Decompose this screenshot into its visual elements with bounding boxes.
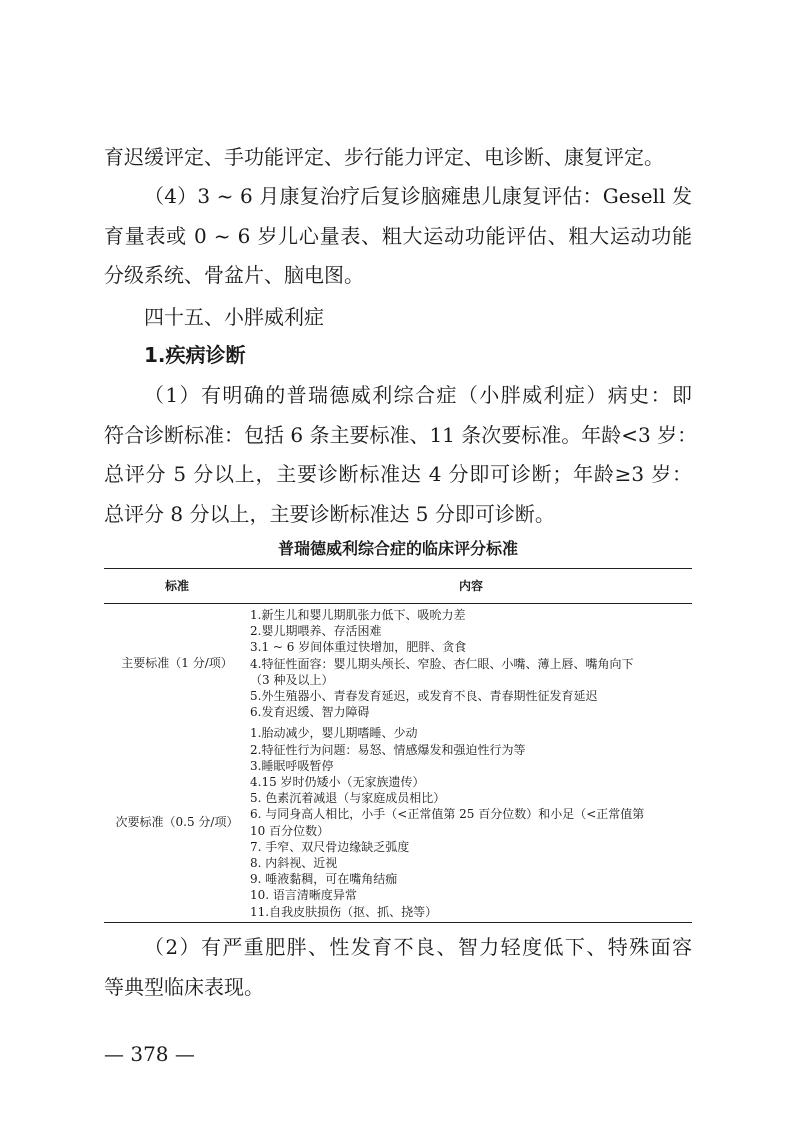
paragraph-clinical-features: [104, 928, 692, 1007]
criteria-item: 11.自我皮肤损伤（抠、抓、挠等）: [250, 904, 438, 919]
text-line: （1）有明确的普瑞德威利综合症（小胖威利症）病史：即: [144, 383, 692, 407]
criteria-item: 10 百分位数）: [250, 823, 330, 838]
criteria-item: 6. 与同身高人相比，小手（<正常值第 25 百分位数）和小足（<正常值第: [250, 807, 645, 822]
paragraph-rehab-assessment: [104, 177, 692, 296]
items-minor: [250, 722, 692, 922]
criteria-item: 8. 内斜视、近视: [250, 856, 338, 871]
text-line: 符合诊断标准：包括 6 条主要标准、11 条次要标准。年龄<3 岁：: [104, 422, 698, 447]
criteria-item: 5. 色素沉着减退（与家庭成员相比）: [250, 791, 446, 806]
criteria-item: 4.15 岁时仍矮小（无家族遗传）: [250, 775, 425, 790]
criteria-item: 1.胎动减少，婴儿期嗜睡、少动: [250, 726, 418, 741]
text-line: 育迟缓评定、手功能评定、步行能力评定、电诊断、康复评定。: [104, 145, 664, 169]
text-line: 总评分 8 分以上，主要诊断标准达 5 分即可诊断。: [104, 501, 555, 526]
table-row-minor: [104, 722, 692, 922]
text-line: 育量表或 0 ~ 6 岁儿心量表、粗大运动功能评估、粗大运动功能: [104, 223, 692, 248]
text-line: （4）3 ~ 6 月康复治疗后复诊脑瘫患儿康复评估：Gesell 发: [144, 184, 692, 208]
header-content: 内容: [250, 569, 692, 604]
table-header-row: [104, 569, 692, 604]
criteria-item: 2.特征性行为问题：易怒、情感爆发和强迫性行为等: [250, 742, 526, 757]
criteria-table: [104, 568, 692, 923]
text-line: 等典型临床表现。: [104, 974, 264, 999]
criteria-item: 2.婴儿期喂养、存活困难: [250, 624, 382, 639]
text-line: 总评分 5 分以上，主要诊断标准达 4 分即可诊断；年龄≥3 岁：: [104, 462, 692, 486]
criteria-item: 6.发育迟缓、智力障碍: [250, 705, 370, 720]
paragraph-diagnosis-criteria: [104, 376, 698, 534]
criteria-item: （3 种及以上）: [250, 672, 334, 687]
criteria-item: 4.特征性面容：婴儿期头颅长、窄脸、杏仁眼、小嘴、薄上唇、嘴角向下: [250, 656, 634, 671]
criteria-item: 10. 语言清晰度异常: [250, 888, 357, 903]
criteria-item: 9. 唾液黏稠，可在嘴角结痂: [250, 872, 398, 887]
items-major: [250, 604, 692, 723]
paragraph-continuation: [104, 138, 692, 178]
page-number: — 378 —: [104, 1042, 195, 1066]
table-row-major: [104, 604, 692, 723]
text-line: 分级系统、骨盆片、脑电图。: [104, 263, 364, 287]
section-heading: 四十五、小胖威利症: [144, 305, 324, 329]
text-line: （2）有严重肥胖、性发育不良、智力轻度低下、特殊面容: [144, 935, 692, 959]
criteria-item: 1.新生儿和婴儿期肌张力低下、吸吮力差: [250, 608, 466, 622]
criteria-item: 3.睡眠呼吸暂停: [250, 758, 334, 773]
criteria-item: 5.外生殖器小、青春发育延迟，或发育不良、青春期性征发育延迟: [250, 689, 598, 704]
criteria-item: 3.1 ~ 6 岁间体重过快增加，肥胖、贪食: [250, 640, 467, 655]
criteria-item: 7. 手窄、双尺骨边缘缺乏弧度: [250, 839, 410, 854]
table-title: 普瑞德威利综合症的临床评分标准: [277, 539, 518, 558]
category-minor: 次要标准（0.5 分/项）: [104, 722, 250, 922]
sub-heading: 1.疾病诊断: [144, 343, 246, 367]
category-major: 主要标准（1 分/项）: [121, 656, 233, 671]
header-criteria: 标准: [104, 569, 250, 604]
